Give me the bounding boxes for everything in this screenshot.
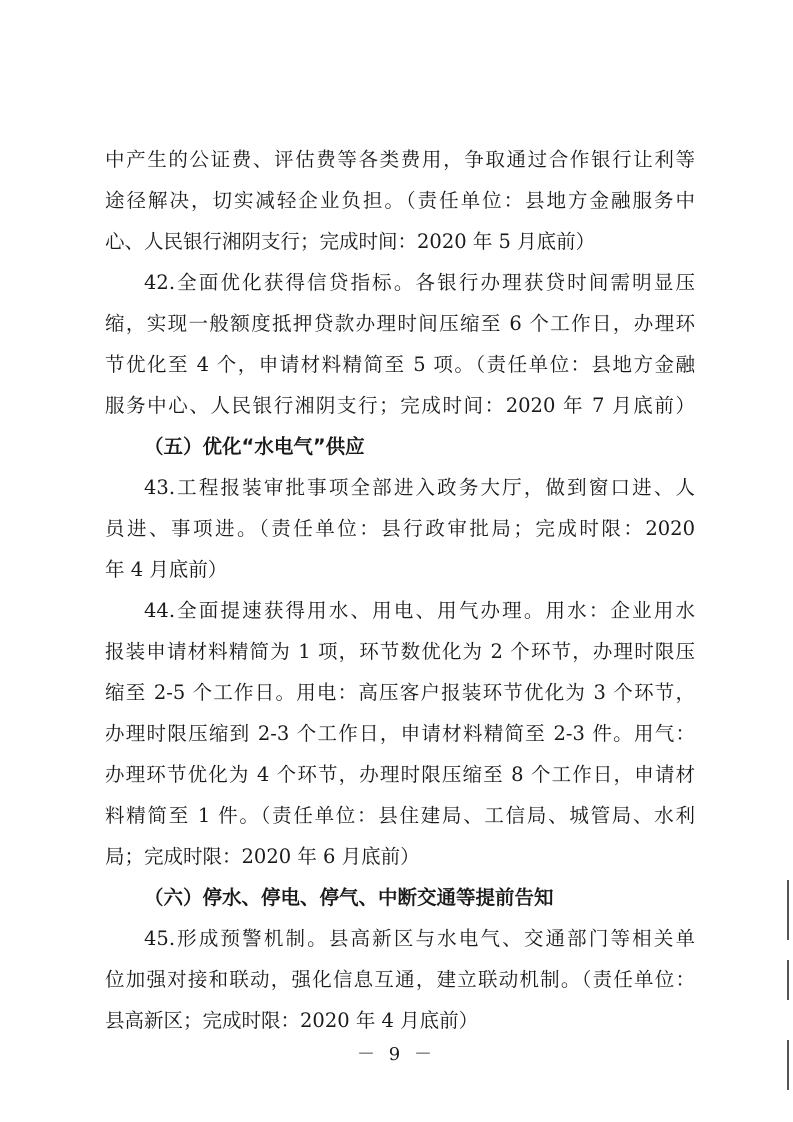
- scan-edge-mark: [787, 960, 789, 1000]
- text-line: 中产生的公证费、评估费等各类费用，争取通过合作银行让利等: [105, 148, 695, 171]
- page-number: － 9 －: [357, 1044, 436, 1065]
- text-line: 料精简至 1 件。（责任单位：县住建局、工信局、城管局、水利: [105, 804, 695, 827]
- text-line: 缩，实现一般额度抵押贷款办理时间压缩至 6 个工作日，办理环: [105, 312, 695, 335]
- text-line: 办理环节优化为 4 个环节，办理时限压缩至 8 个工作日，申请材: [105, 763, 695, 786]
- text-line: 心、人民银行湘阴支行；完成时间：2020 年 5 月底前）: [105, 230, 596, 253]
- item-43-first-line: 43.工程报装审批事项全部进入政务大厅，做到窗口进、人: [144, 476, 695, 499]
- text-line: 服务中心、人民银行湘阴支行；完成时间：2020 年 7 月底前）: [105, 394, 695, 417]
- text-line: 缩至 2-5 个工作日。用电：高压客户报装环节优化为 3 个环节，: [105, 681, 695, 704]
- text-line: 途径解决，切实减轻企业负担。（责任单位：县地方金融服务中: [105, 189, 695, 212]
- item-45-first-line: 45.形成预警机制。县高新区与水电气、交通部门等相关单: [144, 927, 695, 950]
- text-line: 县高新区；完成时限：2020 年 4 月底前）: [105, 1009, 479, 1032]
- section-heading-6: （六）停水、停电、停气、中断交通等提前告知: [144, 886, 554, 909]
- text-line: 年 4 月底前）: [105, 558, 228, 581]
- scan-edge-mark: [787, 880, 789, 940]
- section-heading-5: （五）优化“水电气”供应: [144, 435, 365, 458]
- item-42-first-line: 42.全面优化获得信贷指标。各银行办理获贷时间需明显压: [144, 271, 695, 294]
- item-44-first-line: 44.全面提速获得用水、用电、用气办理。用水：企业用水: [144, 599, 695, 622]
- scan-edge-mark: [787, 1040, 789, 1090]
- text-line: 办理时限压缩到 2-3 个工作日，申请材料精简至 2-3 件。用气：: [105, 722, 695, 745]
- text-line: 位加强对接和联动，强化信息互通，建立联动机制。（责任单位：: [105, 968, 695, 991]
- text-line: 局；完成时限：2020 年 6 月底前）: [105, 845, 420, 868]
- text-line: 员进、事项进。（责任单位：县行政审批局；完成时限：2020: [105, 517, 695, 540]
- text-line: 节优化至 4 个，申请材料精简至 5 项。（责任单位：县地方金融: [105, 353, 695, 376]
- text-line: 报装申请材料精简为 1 项，环节数优化为 2 个环节，办理时限压: [105, 640, 695, 663]
